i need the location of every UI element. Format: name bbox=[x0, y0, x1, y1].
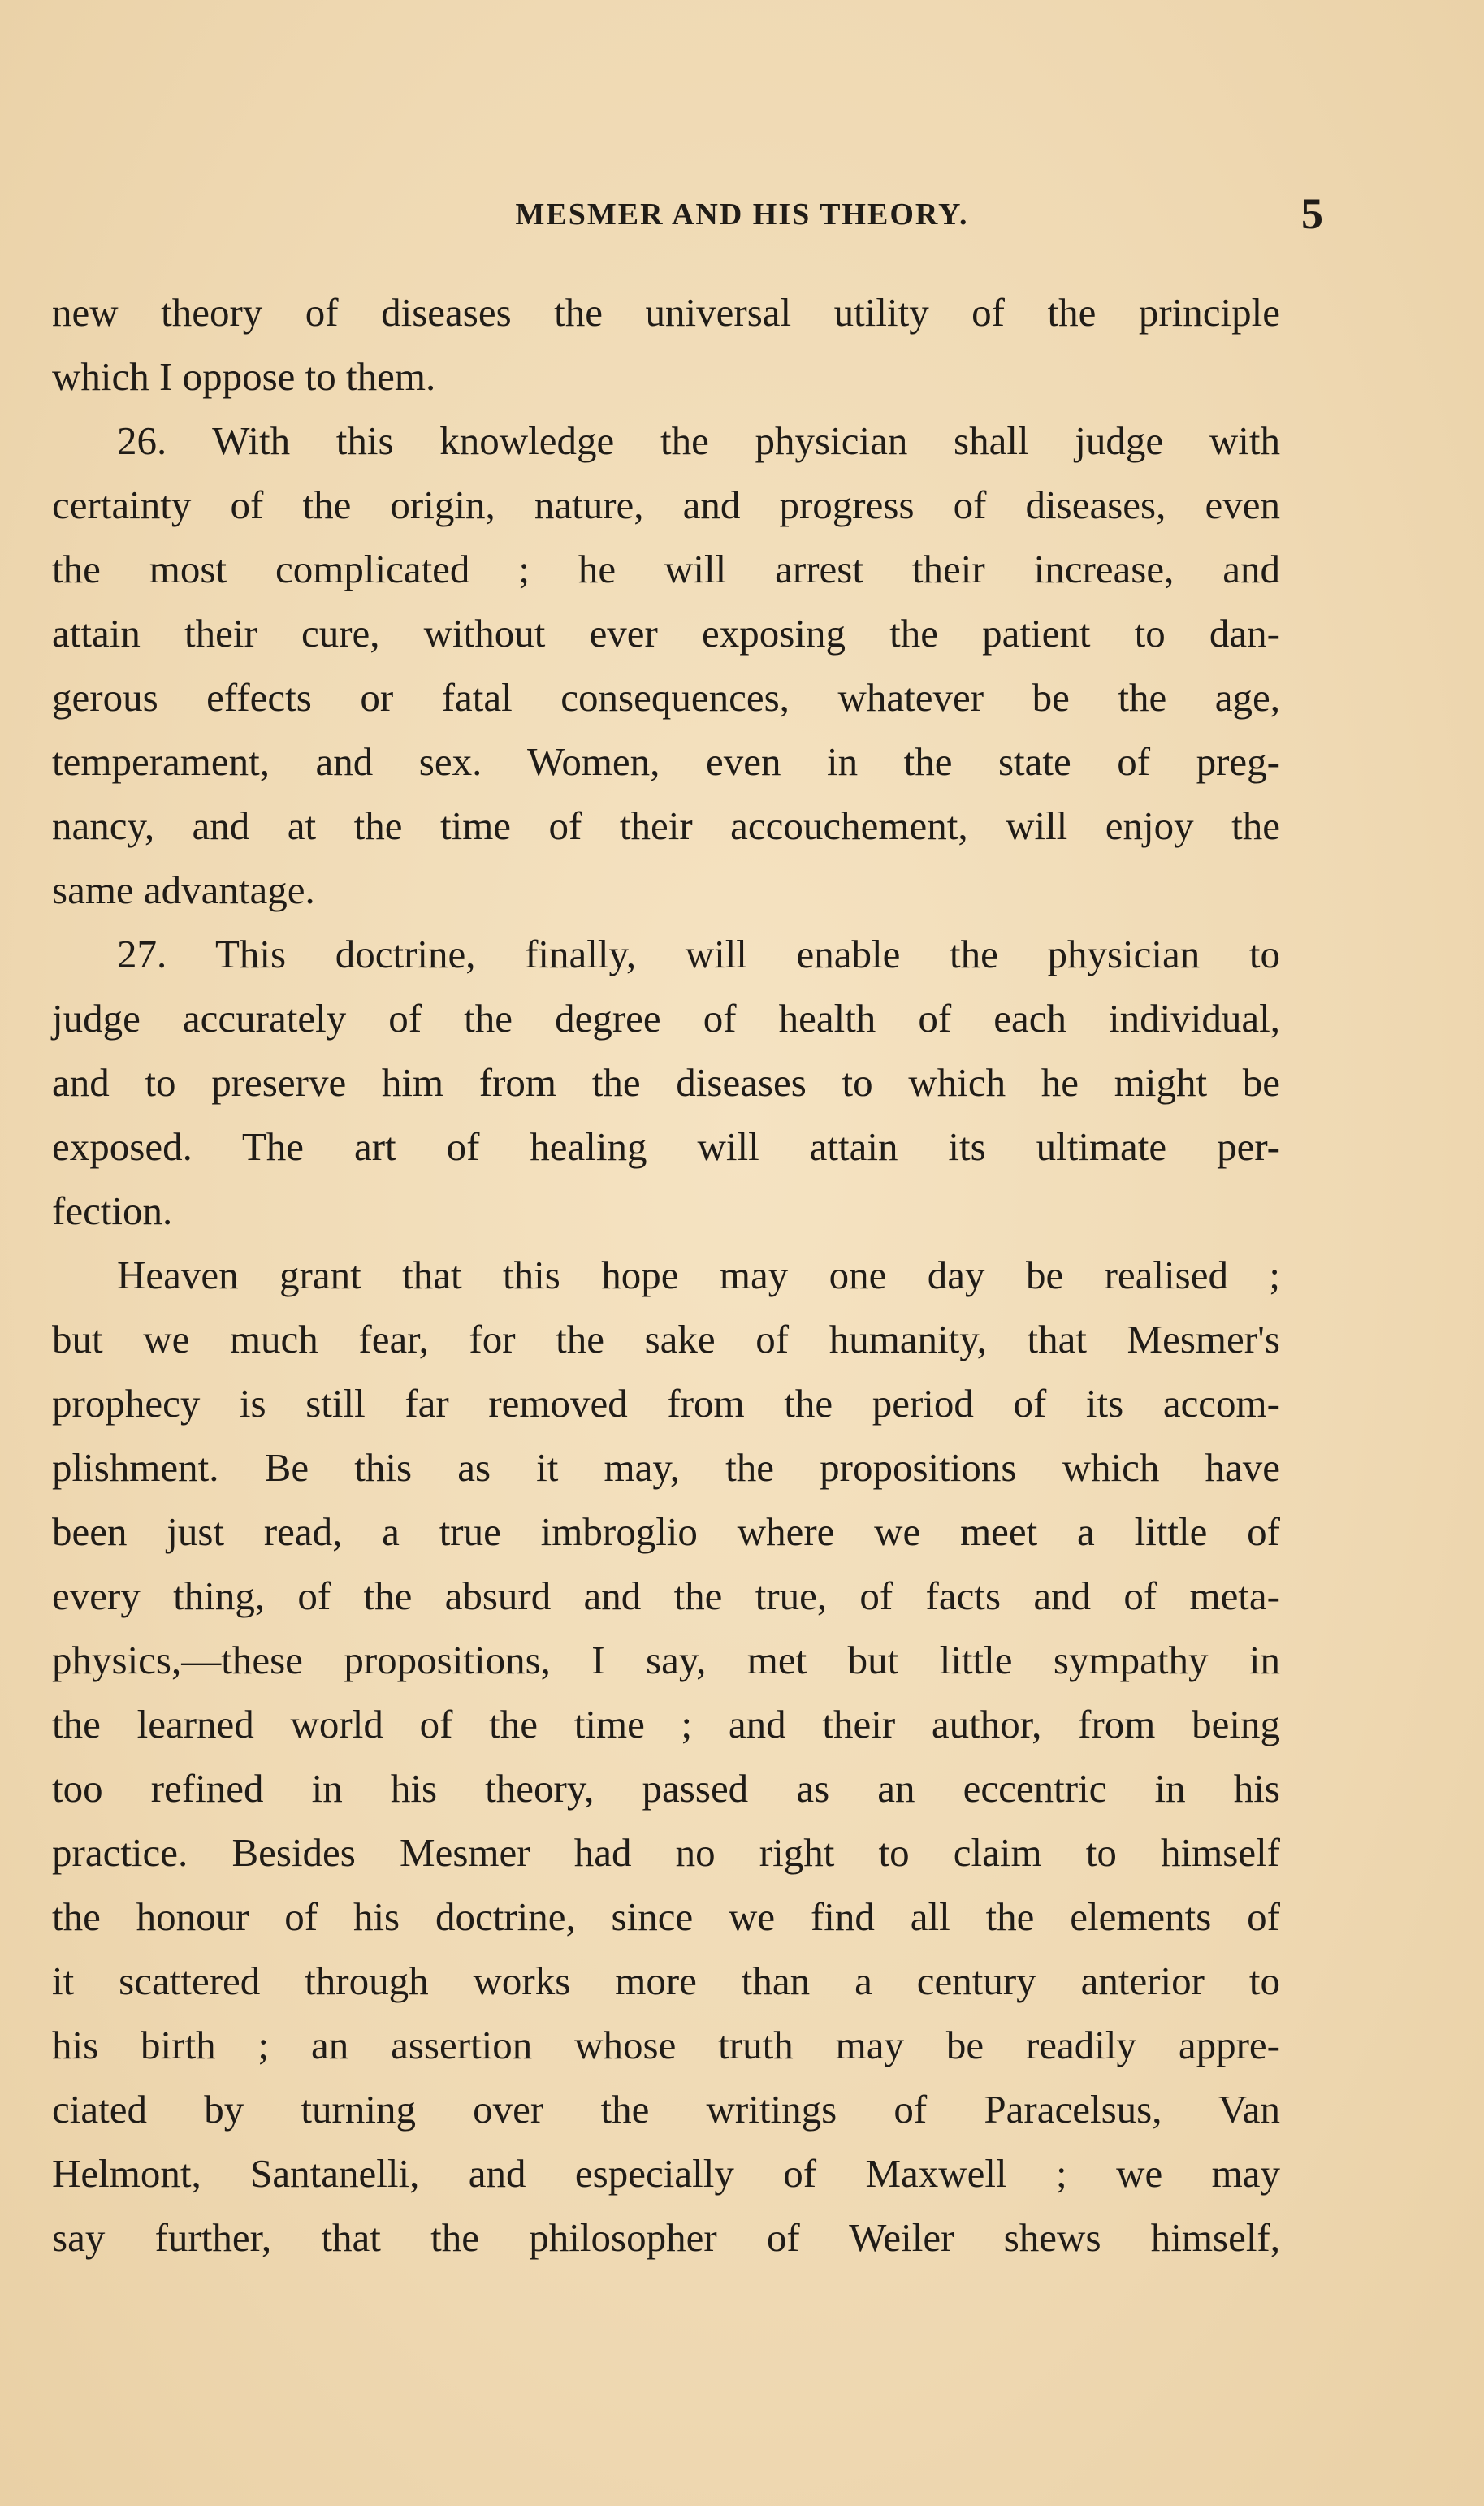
text-line: say further, that the philosopher of Weiler shews himself, bbox=[52, 2215, 1280, 2260]
paragraph-continuation bbox=[52, 280, 1280, 409]
text-line: judge accurately of the degree of health of each individual, bbox=[52, 996, 1280, 1041]
text-line: it scattered through works more than a century anterior to bbox=[52, 1958, 1280, 2003]
text-line: 27. This doctrine, finally, will enable the physician to bbox=[117, 932, 1280, 976]
text-line: ciated by turning over the writings of Paracelsus, Van bbox=[52, 2087, 1280, 2132]
text-line: every thing, of the absurd and the true, of facts and of meta- bbox=[52, 1573, 1280, 1618]
text-line: Heaven grant that this hope may one day be realised ; bbox=[117, 1253, 1280, 1297]
text-line: same advantage. bbox=[52, 868, 315, 912]
paragraph-27 bbox=[52, 922, 1280, 1243]
text-line: which I oppose to them. bbox=[52, 354, 436, 399]
text-line: new theory of diseases the universal utility of the principle bbox=[52, 290, 1280, 335]
text-line: attain their cure, without ever exposing the patient to dan- bbox=[52, 611, 1280, 656]
text-line: his birth ; an assertion whose truth may be readily appre- bbox=[52, 2023, 1280, 2067]
text-line: exposed. The art of healing will attain its ultimate per- bbox=[52, 1124, 1280, 1169]
text-line: nancy, and at the time of their accouchement, will enjoy the bbox=[52, 803, 1280, 848]
body-text bbox=[52, 280, 1280, 2270]
text-line: prophecy is still far removed from the period of its accom- bbox=[52, 1381, 1280, 1426]
text-line: the most complicated ; he will arrest their increase, and bbox=[52, 547, 1280, 591]
text-line: plishment. Be this as it may, the propositions which have bbox=[52, 1445, 1280, 1490]
text-line: the honour of his doctrine, since we find all the elements of bbox=[52, 1894, 1280, 1939]
text-line: fection. bbox=[52, 1188, 173, 1233]
text-line: practice. Besides Mesmer had no right to claim to himself bbox=[52, 1830, 1280, 1875]
text-line: gerous effects or fatal consequences, whatever be the age, bbox=[52, 675, 1280, 720]
text-line: Helmont, Santanelli, and especially of Maxwell ; we may bbox=[52, 2151, 1280, 2196]
page-number: 5 bbox=[1301, 189, 1323, 238]
text-line: too refined in his theory, passed as an eccentric in his bbox=[52, 1766, 1280, 1811]
running-head bbox=[0, 188, 1484, 245]
text-line: certainty of the origin, nature, and progress of diseases, even bbox=[52, 483, 1280, 527]
text-line: 26. With this knowledge the physician shall judge with bbox=[117, 418, 1280, 463]
text-line: but we much fear, for the sake of humanity, that Mesmer's bbox=[52, 1317, 1280, 1361]
text-line: and to preserve him from the diseases to which he might be bbox=[52, 1060, 1280, 1105]
paragraph-heaven-grant bbox=[52, 1243, 1280, 2270]
text-line: physics,—these propositions, I say, met but little sympathy in bbox=[52, 1638, 1280, 1682]
paragraph-26 bbox=[52, 409, 1280, 922]
text-line: the learned world of the time ; and their author, from being bbox=[52, 1702, 1280, 1746]
text-line: been just read, a true imbroglio where we meet a little of bbox=[52, 1509, 1280, 1554]
running-title: MESMER AND HIS THEORY. bbox=[515, 197, 969, 232]
text-line: temperament, and sex. Women, even in the state of preg- bbox=[52, 739, 1280, 784]
